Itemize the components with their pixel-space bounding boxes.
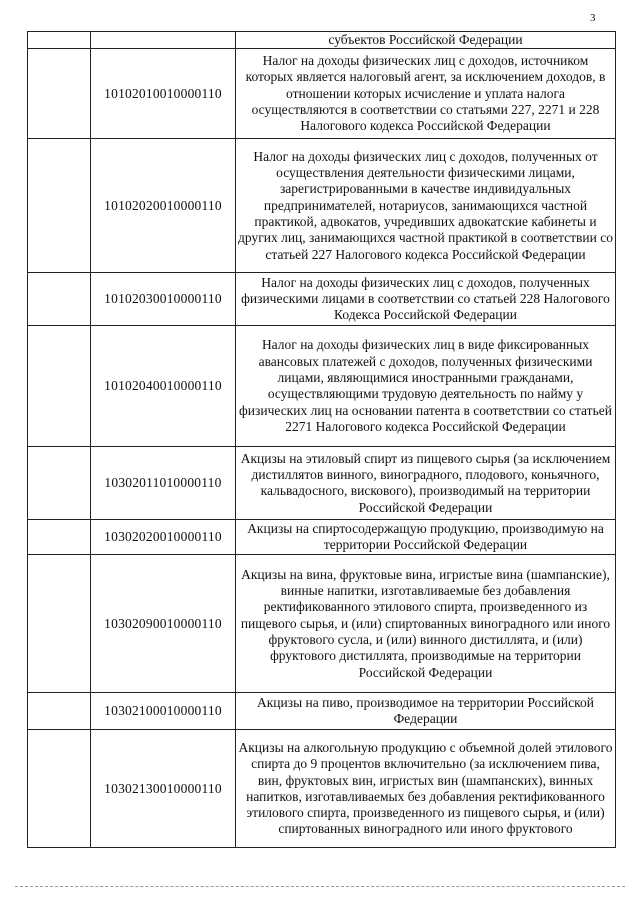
table-row [28, 139, 616, 273]
table-row [28, 49, 616, 139]
bottom-scan-edge [15, 886, 625, 887]
table-row [28, 447, 616, 520]
row-empty-cell [28, 730, 91, 848]
table-row [28, 730, 616, 848]
table-row [28, 520, 616, 555]
row-empty-cell [28, 32, 91, 49]
revenue-description: Налог на доходы физических лиц с доходов, полученных физическими лицами в соответствии со статьей 228 Налогового Кодекса Российской Федерации [236, 273, 616, 326]
revenue-description: Акцизы на спиртосодержащую продукцию, производимую на территории Российской Федерации [236, 520, 616, 555]
row-empty-cell [28, 447, 91, 520]
table-row [28, 326, 616, 447]
revenue-code: 10302020010000110 [91, 520, 236, 555]
table-row [28, 693, 616, 730]
row-empty-cell [28, 693, 91, 730]
revenue-code: 10102010010000110 [91, 49, 236, 139]
revenue-description: Акцизы на пиво, производимое на территории Российской Федерации [236, 693, 616, 730]
revenue-description: субъектов Российской Федерации [236, 32, 616, 49]
row-empty-cell [28, 49, 91, 139]
row-empty-cell [28, 273, 91, 326]
revenue-description: Акцизы на алкогольную продукцию с объемной долей этилового спирта до 9 процентов включительно (за исключением пива, вин, фруктовых вин, игристых вин (шампанских), винных напитков, изготавливаемых без добавления ректификованного этилового спирта, произведенного из пищевого сырья, и (или) спиртованных виноградного или иного фруктового [236, 730, 616, 848]
revenue-description: Налог на доходы физических лиц в виде фиксированных авансовых платежей с доходов, полученных физическими лицами, являющимися иностранными гражданами, осуществляющими трудовую деятельность по найму у физических лиц на основании патента в соответствии со статьей 2271 Налогового кодекса Российской Федерации [236, 326, 616, 447]
revenue-codes-table [27, 31, 616, 848]
row-empty-cell [28, 139, 91, 273]
revenue-description: Акцизы на вина, фруктовые вина, игристые вина (шампанские), винные напитки, изготавливаемые без добавления ректификованного этилового спирта, произведенного из пищевого сырья, и (или) спиртованных виноградного или иного фруктового сусла, и (или) винного дистиллята, и (или) фруктового дистиллята, производимые на территории Российской Федерации [236, 555, 616, 693]
revenue-code: 10302090010000110 [91, 555, 236, 693]
revenue-code: 10102020010000110 [91, 139, 236, 273]
revenue-code: 10302100010000110 [91, 693, 236, 730]
table-row [28, 32, 616, 49]
revenue-description: Акцизы на этиловый спирт из пищевого сырья (за исключением дистиллятов винного, виноградного, плодового, коньячного, кальвадосного, вискового), производимый на территории Российской Федерации [236, 447, 616, 520]
table-row [28, 555, 616, 693]
revenue-code [91, 32, 236, 49]
page-number: 3 [590, 12, 596, 24]
row-empty-cell [28, 520, 91, 555]
row-empty-cell [28, 326, 91, 447]
row-empty-cell [28, 555, 91, 693]
revenue-description: Налог на доходы физических лиц с доходов, источником которых является налоговый агент, за исключением доходов, в отношении которых исчисление и уплата налога осуществляются в соответствии со статьями 227, 2271 и 228 Налогового кодекса Российской Федерации [236, 49, 616, 139]
revenue-code: 10102040010000110 [91, 326, 236, 447]
revenue-description: Налог на доходы физических лиц с доходов, полученных от осуществления деятельности физическими лицами, зарегистрированными в качестве индивидуальных предпринимателей, нотариусов, занимающихся частной практикой, адвокатов, учредивших адвокатские кабинеты и других лиц, занимающихся частной практикой в соответствии со статьей 227 Налогового кодекса Российской Федерации [236, 139, 616, 273]
table-row [28, 273, 616, 326]
revenue-code: 10102030010000110 [91, 273, 236, 326]
revenue-code: 10302130010000110 [91, 730, 236, 848]
revenue-code: 10302011010000110 [91, 447, 236, 520]
